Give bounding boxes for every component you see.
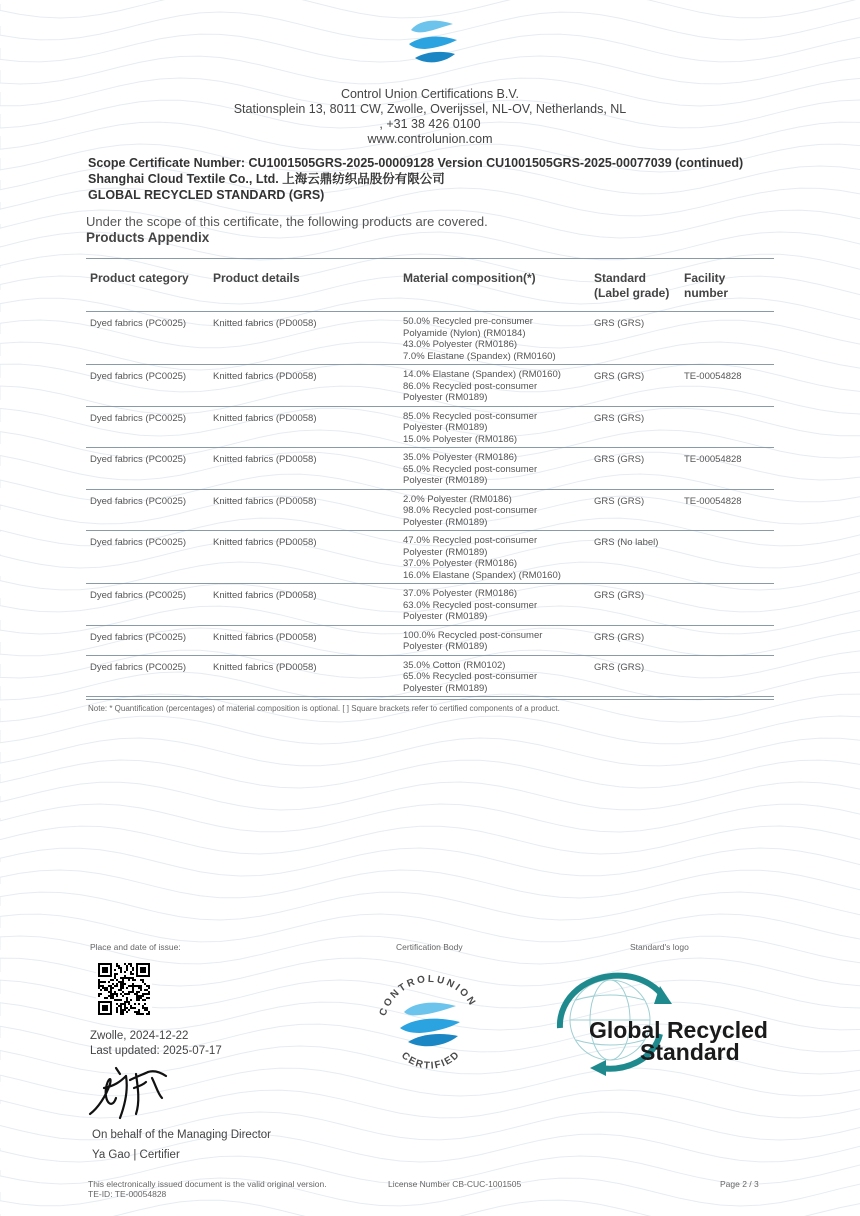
- facility-number-cell: TE-00054828: [680, 448, 774, 490]
- seal-top-text: CONTROLUNION: [377, 973, 479, 1018]
- product-category-cell: Dyed fabrics (PC0025): [86, 312, 209, 365]
- product-details-cell: Knitted fabrics (PD0058): [209, 531, 399, 584]
- qr-code-icon: [96, 961, 152, 1017]
- appendix-title: Products Appendix: [86, 230, 210, 245]
- material-line: Polyamide (Nylon) (RM0184): [403, 327, 526, 339]
- facility-number-cell: TE-00054828: [680, 365, 774, 407]
- table-row: [86, 448, 774, 490]
- facility-number-cell: [680, 584, 774, 626]
- material-composition-cell: [399, 312, 590, 365]
- material-line: 35.0% Cotton (RM0102): [403, 659, 506, 671]
- place-date-label: Place and date of issue:: [90, 942, 181, 952]
- material-line: 47.0% Recycled post-consumer: [403, 535, 538, 546]
- material-line: 16.0% Elastane (Spandex) (RM0160): [403, 569, 561, 581]
- material-line: Polyester (RM0189): [403, 422, 488, 433]
- signer-name: Ya Gao | Certifier: [92, 1149, 180, 1161]
- product-details-cell: Knitted fabrics (PD0058): [209, 406, 399, 448]
- grs-logo-line2: Standard: [640, 1039, 740, 1065]
- material-line: 35.0% Polyester (RM0186): [403, 452, 518, 463]
- standards-logo-label: Standard's logo: [630, 942, 689, 952]
- last-updated: Last updated: 2025-07-17: [90, 1045, 222, 1057]
- product-details-cell: Knitted fabrics (PD0058): [209, 448, 399, 490]
- facility-number-cell: [680, 625, 774, 655]
- table-header-row: [86, 259, 774, 312]
- grs-logo-line1: Global Recycled: [589, 1017, 768, 1043]
- standard-cell: GRS (GRS): [590, 312, 680, 365]
- material-line: 2.0% Polyester (RM0186): [403, 493, 512, 505]
- product-details-cell: Knitted fabrics (PD0058): [209, 365, 399, 407]
- table-row: [86, 489, 774, 531]
- material-composition-cell: [399, 448, 590, 490]
- header-standard: [590, 259, 680, 312]
- material-line: 37.0% Polyester (RM0186): [403, 558, 518, 569]
- header-facility: [680, 259, 774, 312]
- material-line: Polyester (RM0189): [403, 641, 488, 652]
- standard-cell: GRS (GRS): [590, 625, 680, 655]
- material-line: Polyester (RM0189): [403, 516, 488, 528]
- org-phone: , +31 38 426 0100: [379, 117, 481, 131]
- header-product-details: Product details: [209, 259, 399, 312]
- table-row: [86, 655, 774, 697]
- material-line: Polyester (RM0189): [403, 392, 488, 403]
- products-table: [86, 258, 774, 697]
- standard-cell: GRS (No label): [590, 531, 680, 584]
- material-composition-cell: [399, 655, 590, 697]
- issue-date: Zwolle, 2024-12-22: [90, 1030, 189, 1042]
- material-line: 37.0% Polyester (RM0186): [403, 588, 518, 599]
- certification-body-label: Certification Body: [396, 942, 463, 952]
- product-details-cell: Knitted fabrics (PD0058): [209, 655, 399, 697]
- header-material-composition: Material composition(*): [399, 259, 590, 312]
- material-line: Polyester (RM0189): [403, 475, 488, 486]
- company-name: Shanghai Cloud Textile Co., Ltd. 上海云鼎纺织品股份有限公司: [88, 172, 445, 186]
- material-composition-cell: [399, 365, 590, 407]
- material-line: 50.0% Recycled pre-consumer: [403, 316, 533, 327]
- header-product-category: Product category: [86, 259, 209, 312]
- table-row: [86, 625, 774, 655]
- material-line: 86.0% Recycled post-consumer: [403, 380, 538, 392]
- standard-cell: GRS (GRS): [590, 655, 680, 697]
- material-line: 65.0% Recycled post-consumer: [403, 463, 538, 475]
- intro-text: Under the scope of this certificate, the following products are covered.: [86, 214, 488, 229]
- facility-number-cell: [680, 312, 774, 365]
- material-line: 63.0% Recycled post-consumer: [403, 599, 538, 611]
- product-category-cell: Dyed fabrics (PC0025): [86, 448, 209, 490]
- control-union-certified-seal: [370, 968, 490, 1080]
- standard-cell: GRS (GRS): [590, 584, 680, 626]
- material-line: 98.0% Recycled post-consumer: [403, 505, 538, 516]
- material-line: Polyester (RM0189): [403, 682, 488, 694]
- product-details-cell: Knitted fabrics (PD0058): [209, 625, 399, 655]
- material-line: 85.0% Recycled post-consumer: [403, 410, 538, 422]
- standard-cell: GRS (GRS): [590, 365, 680, 407]
- standard-name: GLOBAL RECYCLED STANDARD (GRS): [88, 188, 325, 202]
- footer-page-number: Page 2 / 3: [720, 1179, 759, 1189]
- product-details-cell: Knitted fabrics (PD0058): [209, 489, 399, 531]
- facility-number-cell: TE-00054828: [680, 489, 774, 531]
- material-line: Polyester (RM0189): [403, 611, 488, 622]
- material-composition-cell: [399, 625, 590, 655]
- standard-cell: GRS (GRS): [590, 406, 680, 448]
- header-standard-line2: (Label grade): [594, 286, 670, 300]
- material-composition-cell: [399, 489, 590, 531]
- footer-te-id: TE-ID: TE-00054828: [88, 1189, 167, 1199]
- material-composition-cell: [399, 406, 590, 448]
- product-details-cell: Knitted fabrics (PD0058): [209, 312, 399, 365]
- product-category-cell: Dyed fabrics (PC0025): [86, 406, 209, 448]
- grs-logo: [548, 968, 778, 1078]
- product-category-cell: Dyed fabrics (PC0025): [86, 531, 209, 584]
- header-standard-line1: Standard: [594, 271, 647, 285]
- handwritten-signature: [86, 1058, 172, 1124]
- facility-number-cell: [680, 655, 774, 697]
- product-category-cell: Dyed fabrics (PC0025): [86, 655, 209, 697]
- org-name: Control Union Certifications B.V.: [340, 87, 520, 101]
- product-category-cell: Dyed fabrics (PC0025): [86, 625, 209, 655]
- on-behalf-text: On behalf of the Managing Director: [92, 1129, 271, 1141]
- footer-license: License Number CB-CUC-1001505: [388, 1179, 522, 1189]
- table-row: [86, 365, 774, 407]
- material-line: 43.0% Polyester (RM0186): [403, 339, 518, 350]
- product-category-cell: Dyed fabrics (PC0025): [86, 365, 209, 407]
- standard-cell: GRS (GRS): [590, 448, 680, 490]
- control-union-logo-icon: [405, 16, 461, 68]
- header-facility-line1: Facility: [684, 271, 726, 285]
- material-line: 15.0% Polyester (RM0186): [403, 433, 518, 445]
- certificate-number: Scope Certificate Number: CU1001505GRS-2025-00009128 Version CU1001505GRS-2025-00077039 (continued): [88, 156, 744, 170]
- header-facility-line2: number: [684, 286, 729, 300]
- product-category-cell: Dyed fabrics (PC0025): [86, 489, 209, 531]
- material-line: 7.0% Elastane (Spandex) (RM0160): [403, 350, 556, 362]
- org-website[interactable]: www.controlunion.com: [367, 132, 493, 146]
- table-row: [86, 406, 774, 448]
- footer-electronic-note: This electronically issued document is the valid original version.: [88, 1179, 327, 1189]
- table-row: [86, 531, 774, 584]
- product-details-cell: Knitted fabrics (PD0058): [209, 584, 399, 626]
- material-line: 14.0% Elastane (Spandex) (RM0160): [403, 369, 561, 380]
- material-line: 100.0% Recycled post-consumer: [403, 629, 543, 641]
- product-category-cell: Dyed fabrics (PC0025): [86, 584, 209, 626]
- material-line: Polyester (RM0189): [403, 546, 488, 558]
- table-closing-rule: [86, 699, 774, 700]
- table-note: Note: * Quantification (percentages) of material composition is optional. [ ] Square brackets refer to certified components of a product.: [88, 704, 560, 713]
- facility-number-cell: [680, 531, 774, 584]
- material-line: 65.0% Recycled post-consumer: [403, 671, 538, 682]
- org-address: Stationsplein 13, 8011 CW, Zwolle, Overijssel, NL-OV, Netherlands, NL: [233, 102, 627, 116]
- standard-cell: GRS (GRS): [590, 489, 680, 531]
- facility-number-cell: [680, 406, 774, 448]
- table-row: [86, 584, 774, 626]
- material-composition-cell: [399, 584, 590, 626]
- material-composition-cell: [399, 531, 590, 584]
- table-row: [86, 312, 774, 365]
- seal-bottom-text: CERTIFIED: [399, 1049, 463, 1072]
